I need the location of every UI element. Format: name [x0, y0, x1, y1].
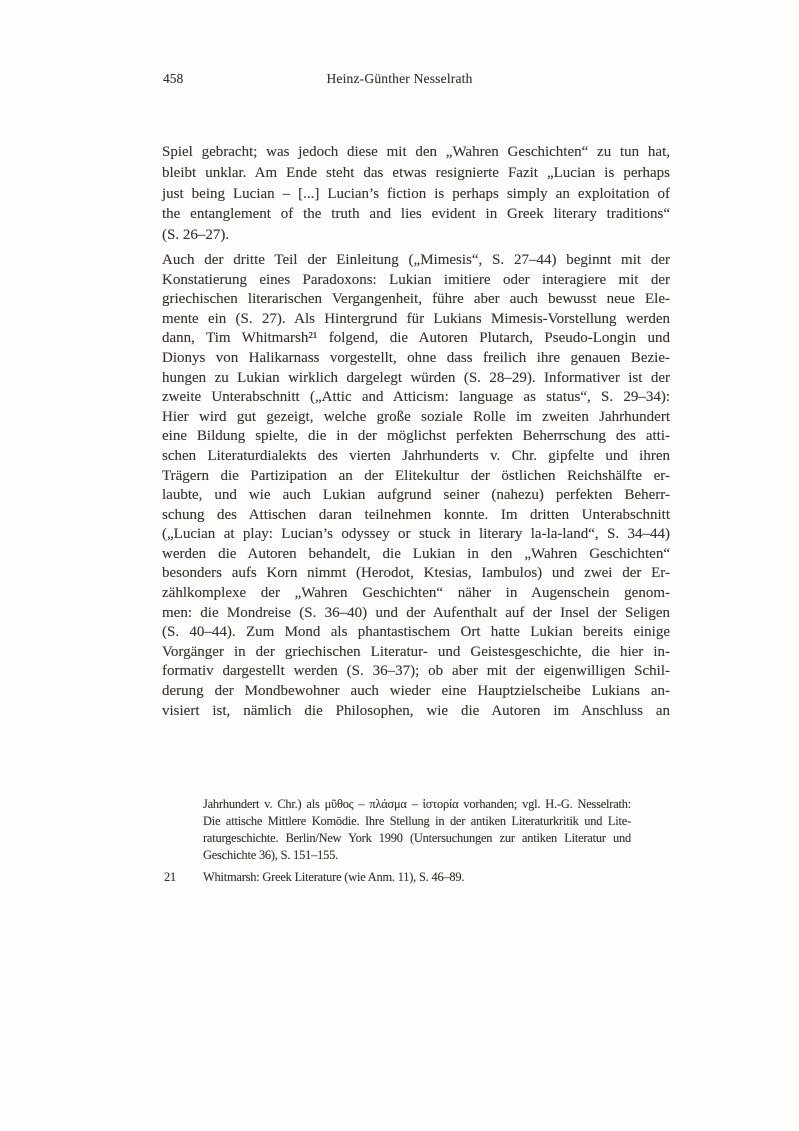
text-line: bleibt unklar. Am Ende steht das etwas resignierte Fazit „Lucian is perhaps	[162, 164, 670, 181]
text-line: just being Lucian – [...] Lucian’s fiction is perhaps simply an exploitation of	[162, 185, 670, 202]
page-number: 458	[163, 71, 184, 86]
text-line: Trägern die Partizipation an der Elitekultur der östlichen Reichshälfte er-	[162, 467, 670, 484]
text-line: Konstatierung eines Paradoxons: Lukian imitiere oder interagiere mit der	[162, 271, 670, 288]
footnote-item	[162, 869, 632, 886]
text-line: Geschichte 36), S. 151–155.	[203, 848, 339, 862]
footnote-number: 21	[164, 870, 176, 884]
text-line: Vorgänger in der griechischen Literatur- und Geistesgeschichte, die hier in-	[162, 643, 670, 660]
text-line: zählkomplexe der „Wahren Geschichten“ näher in Augenschein genom-	[162, 585, 670, 602]
text-line: formativ dargestellt werden (S. 36–37); ob aber mit der eigenwilligen Schil-	[162, 663, 670, 680]
page-header	[0, 71, 799, 89]
footnote-continuation	[203, 796, 631, 864]
text-line: Dionys von Halikarnass vorgestellt, ohne dass freilich ihre genauen Bezie-	[162, 349, 670, 366]
text-line: schen Literaturdialekts des vierten Jahrhunderts v. Chr. gipfelte und ihren	[162, 447, 670, 464]
text-line: men: die Mondreise (S. 36–40) und der Aufenthalt auf der Insel der Seligen	[162, 604, 670, 621]
text-line: werden die Autoren behandelt, die Lukian in den „Wahren Geschichten“	[162, 545, 670, 562]
text-line: eine Bildung spielte, die in der möglichst perfekten Beherrschung des atti-	[162, 428, 670, 445]
text-line: besonders aufs Korn nimmt (Herodot, Ktesias, Iambulos) und zwei der Er-	[162, 565, 670, 582]
text-line: Hier wird gut gezeigt, welche große soziale Rolle im zweiten Jahrhundert	[162, 408, 670, 425]
text-line: zweite Unterabschnitt („Attic and Atticism: language as status“, S. 29–34):	[162, 389, 670, 406]
text-line: mente ein (S. 27). Als Hintergrund für Lukians Mimesis-Vorstellung werden	[162, 310, 670, 327]
text-line: Jahrhundert v. Chr.) als μῦθος – πλάσμα – ἱστορία vorhanden; vgl. H.-G. Nesselrath:	[203, 797, 631, 811]
body-text	[162, 142, 670, 721]
text-line: Auch der dritte Teil der Einleitung („Mimesis“, S. 27–44) beginnt mit der	[162, 251, 670, 268]
text-line: visiert ist, nämlich die Philosophen, wie die Autoren im Anschluss an	[162, 702, 670, 719]
text-line: hungen zu Lukian wirklich dargelegt würden (S. 28–29). Informativer ist der	[162, 369, 670, 386]
running-head: Heinz-Günther Nesselrath	[326, 71, 473, 86]
text-line: („Lucian at play: Lucian’s odyssey or stuck in literary la-la-land“, S. 34–44)	[162, 526, 670, 543]
text-line: Spiel gebracht; was jedoch diese mit den „Wahren Geschichten“ zu tun hat,	[162, 144, 670, 160]
text-line: dann, Tim Whitmarsh²¹ folgend, die Autoren Plutarch, Pseudo-Longin und	[162, 330, 670, 347]
footnotes	[162, 796, 632, 886]
text-line: raturgeschichte. Berlin/New York 1990 (Untersuchungen zur antiken Literatur und	[203, 831, 631, 845]
paragraph	[162, 142, 670, 246]
text-line: (S. 40–44). Zum Mond als phantastischem Ort hatte Lukian bereits einige	[162, 624, 670, 641]
text-line: laubte, und wie auch Lukian aufgrund seiner (nahezu) perfekten Beherr-	[162, 487, 670, 504]
text-line: griechischen literarischen Vergangenheit, führe aber auch bewusst neue Ele-	[162, 291, 670, 308]
text-line: schung des Attischen daran teilnehmen konnte. Im dritten Unterabschnitt	[162, 506, 670, 523]
text-line: Die attische Mittlere Komödie. Ihre Stellung in der antiken Literaturkritik und Lite-	[203, 814, 631, 828]
paragraph	[162, 251, 670, 721]
text-line: the entanglement of the truth and lies evident in Greek literary traditions“	[162, 206, 670, 223]
text-line: (S. 26–27).	[162, 227, 230, 244]
footnote-text: Whitmarsh: Greek Literature (wie Anm. 11), S. 46–89.	[203, 870, 465, 884]
text-line: derung der Mondbewohner auch wieder eine Hauptzielscheibe Lukians an-	[162, 683, 670, 700]
